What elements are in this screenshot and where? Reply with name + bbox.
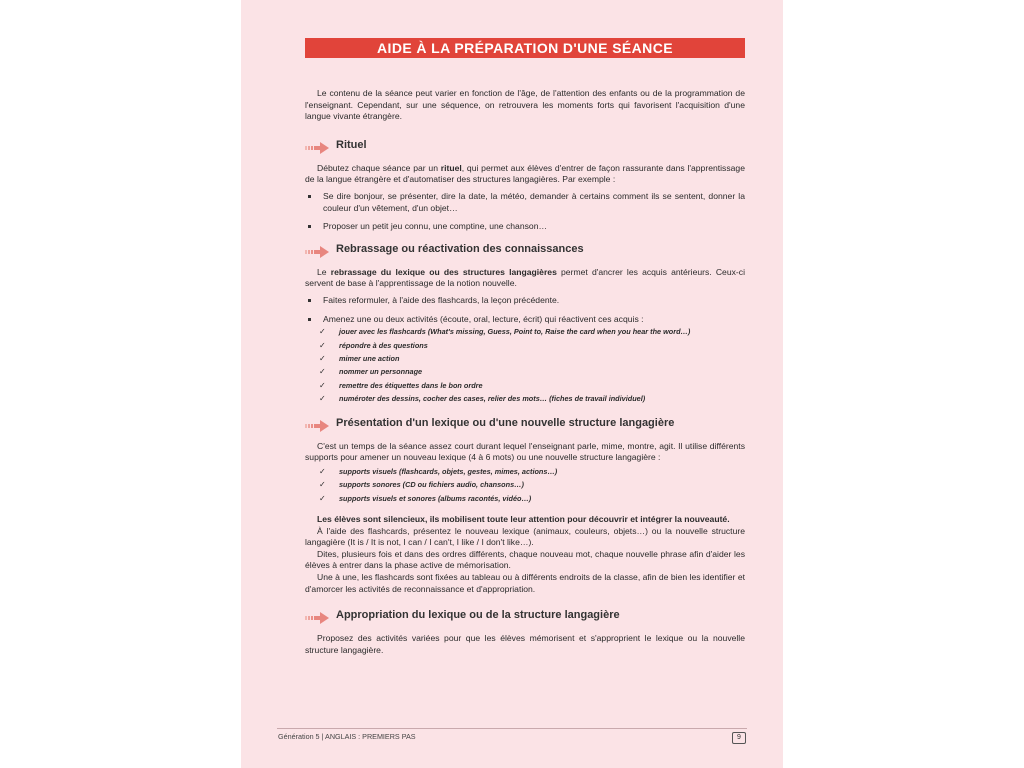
intro-paragraph: Le contenu de la séance peut varier en fonction de l'âge, de l'attention des enfants ou de la programmation de l'enseignant. Cependant, sur une séquence, on retrouvera les moments forts qui favorisent l'acquisition d'une langue vivante étrangère. (305, 88, 745, 122)
rituel-bullet-list (305, 191, 745, 233)
check-item: ✓ remettre des étiquettes dans le bon ordre (319, 380, 483, 390)
arrow-icon (305, 246, 329, 258)
appropriation-paragraph: Proposez des activités variées pour que les élèves mémorisent et s'approprient le lexique ou la nouvelle structure langagière. (305, 633, 745, 655)
check-item: ✓ répondre à des questions (319, 340, 428, 350)
checkmark-icon: ✓ (319, 480, 326, 490)
page-number: 9 (732, 732, 746, 744)
section-header-rituel (305, 139, 745, 157)
presentation-bold-line: Les élèves sont silencieux, ils mobilisent toute leur attention pour découvrir et intégrer la nouveauté. (317, 513, 730, 524)
footer-text: Génération 5 | ANGLAIS : PREMIERS PAS (278, 732, 416, 741)
presentation-paragraph-3: Dites, plusieurs fois et dans des ordres différents, chaque nouveau mot, chaque nouvelle phrase afin d'aider les élèves à entrer dans la phase active de mémorisation. (305, 548, 745, 571)
section-title: Rebrassage ou réactivation des connaissances (336, 242, 584, 255)
check-item: ✓ mimer une action (319, 353, 400, 363)
footer-divider (277, 728, 747, 729)
document-page (241, 0, 783, 768)
presentation-paragraph: C'est un temps de la séance assez court durant lequel l'enseignant parle, mime, montre, agit. Il utilise différents supports pour amener un nouveau lexique (4 à 6 mots) ou une nouvelle structure langagière : (305, 440, 745, 463)
checkmark-icon: ✓ (319, 353, 326, 363)
list-item: Se dire bonjour, se présenter, dire la date, la météo, demander à certains comment ils se sentent, donner la couleur d'un vêtement, d'un objet… (305, 191, 745, 214)
checkmark-icon: ✓ (319, 340, 326, 350)
checkmark-icon: ✓ (319, 493, 326, 503)
check-item: ✓ nommer un personnage (319, 367, 423, 377)
section-title: Appropriation du lexique ou de la structure langagière (336, 609, 620, 622)
presentation-check-list (305, 466, 745, 504)
rebrassage-bullet-list (305, 295, 745, 325)
check-item: ✓ numéroter des dessins, cocher des cases, relier des mots… (fiches de travail individuel) (319, 394, 646, 404)
list-item: Faites reformuler, à l'aide des flashcards, la leçon précédente. (305, 295, 745, 307)
check-item: ✓ supports visuels (flashcards, objets, gestes, mimes, actions…) (319, 466, 558, 476)
list-item: Proposer un petit jeu connu, une comptine, une chanson… (305, 221, 745, 233)
section-header-presentation (305, 417, 745, 435)
check-item: ✓ supports visuels et sonores (albums racontés, vidéo…) (319, 493, 532, 503)
page-content (305, 88, 745, 656)
section-header-rebrassage (305, 243, 745, 261)
section-title: Rituel (336, 138, 367, 151)
rebrassage-check-list (305, 326, 745, 404)
checkmark-icon: ✓ (319, 394, 326, 404)
page-title: AIDE À LA PRÉPARATION D'UNE SÉANCE (305, 38, 745, 58)
checkmark-icon: ✓ (319, 327, 326, 337)
rebrassage-paragraph: Le rebrassage du lexique ou des structures langagières permet d'ancrer les acquis antérieurs. Ceux-ci servent de base à l'apprentissage de la notion nouvelle. (305, 266, 745, 289)
checkmark-icon: ✓ (319, 367, 326, 377)
arrow-icon (305, 420, 329, 432)
section-header-appropriation (305, 609, 745, 627)
presentation-paragraph-4: Une à une, les flashcards sont fixées au tableau ou à différents endroits de la classe, afin de bien les identifier et d'amorcer les activités de reconnaissance et d'appropriation. (305, 571, 745, 594)
presentation-paragraph-2: À l'aide des flashcards, présentez le nouveau lexique (animaux, couleurs, objets…) ou la nouvelle structure langagière (It is / It is not, I can / I can't, I like / I don't like…). (305, 525, 745, 548)
check-item: ✓ supports sonores (CD ou fichiers audio, chansons…) (319, 480, 524, 490)
checkmark-icon: ✓ (319, 380, 326, 390)
list-item: Amenez une ou deux activités (écoute, oral, lecture, écrit) qui réactivent ces acquis : (305, 314, 745, 326)
arrow-icon (305, 142, 329, 154)
section-title: Présentation d'un lexique ou d'une nouvelle structure langagière (336, 416, 675, 429)
check-item: ✓ jouer avec les flashcards (What's missing, Guess, Point to, Raise the card when you hear the word…) (319, 327, 691, 337)
rituel-paragraph: Débutez chaque séance par un rituel, qui permet aux élèves d'entrer de façon rassurante dans l'apprentissage de la langue étrangère et d'automatiser des structures langagières. Par exemple : (305, 162, 745, 185)
arrow-icon (305, 612, 329, 624)
checkmark-icon: ✓ (319, 466, 326, 476)
